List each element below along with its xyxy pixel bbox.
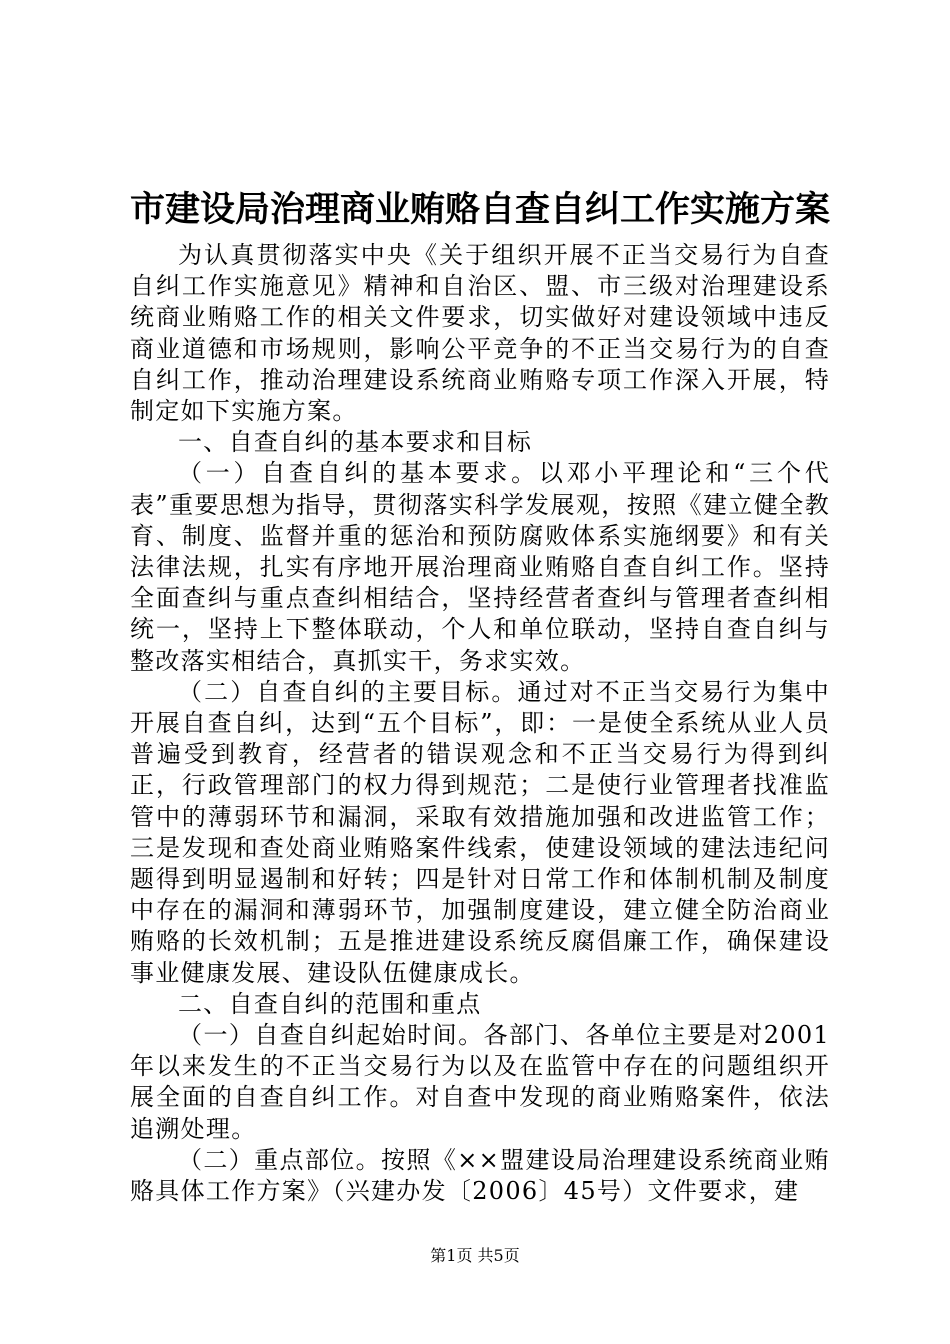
section-heading-1: 一、自查自纠的基本要求和目标	[178, 428, 533, 457]
page-number-footer: 第1页 共5页	[430, 1246, 520, 1265]
intro-paragraph: 为认真贯彻落实中央《关于组织开展不正当交易行为自查自纠工作实施意见》精神和自治区、盟、市三级对治理建设系统商业贿赂工作的相关文件要求，切实做好对建设领域中违反商业道德和市场规则，影响公平竞争的不正当交易行为的自查自纠工作，推动治理建设系统商业贿赂专项工作深入开展，特制定如下实施方案。	[130, 241, 830, 426]
paragraph-main-goals: （二）自查自纠的主要目标。通过对不正当交易行为集中开展自查自纠，达到“五个目标”，即：一是使全系统从业人员普遍受到教育，经营者的错误观念和不正当交易行为得到纠正，行政管理部门的权力得到规范；二是使行业管理者找准监管中的薄弱环节和漏洞，采取有效措施加强和改进监管工作；三是发现和查处商业贿赂案件线索，使建设领域的建法违纪问题得到明显遏制和好转；四是针对日常工作和体制机制及制度中存在的漏洞和薄弱环节，加强制度建设，建立健全防治商业贿赂的长效机制；五是推进建设系统反腐倡廉工作，确保建设事业健康发展、建设队伍健康成长。	[130, 677, 830, 987]
document-title: 市建设局治理商业贿赂自查自纠工作实施方案	[129, 189, 830, 230]
paragraph-start-time: （一）自查自纠起始时间。各部门、各单位主要是对2001年以来发生的不正当交易行为以及在监管中存在的问题组织开展全面的自查自纠工作。对自查中发现的商业贿赂案件，依法追溯处理。	[130, 1021, 830, 1143]
paragraph-key-areas: （二）重点部位。按照《××盟建设局治理建设系统商业贿赂具体工作方案》（兴建办发〔2006〕45号）文件要求，建	[130, 1145, 830, 1206]
section-heading-2: 二、自查自纠的范围和重点	[178, 989, 482, 1018]
paragraph-basic-requirements: （一）自查自纠的基本要求。以邓小平理论和“三个代表”重要思想为指导，贯彻落实科学发展观，按照《建立健全教育、制度、监督并重的惩治和预防腐败体系实施纲要》和有关法律法规，扎实有序地开展治理商业贿赂自查自纠工作。坚持全面查纠与重点查纠相结合，坚持经营者查纠与管理者查纠相统一，坚持上下整体联动，个人和单位联动，坚持自查自纠与整改落实相结合，真抓实干，务求实效。	[130, 459, 830, 675]
document-body	[130, 240, 830, 1207]
